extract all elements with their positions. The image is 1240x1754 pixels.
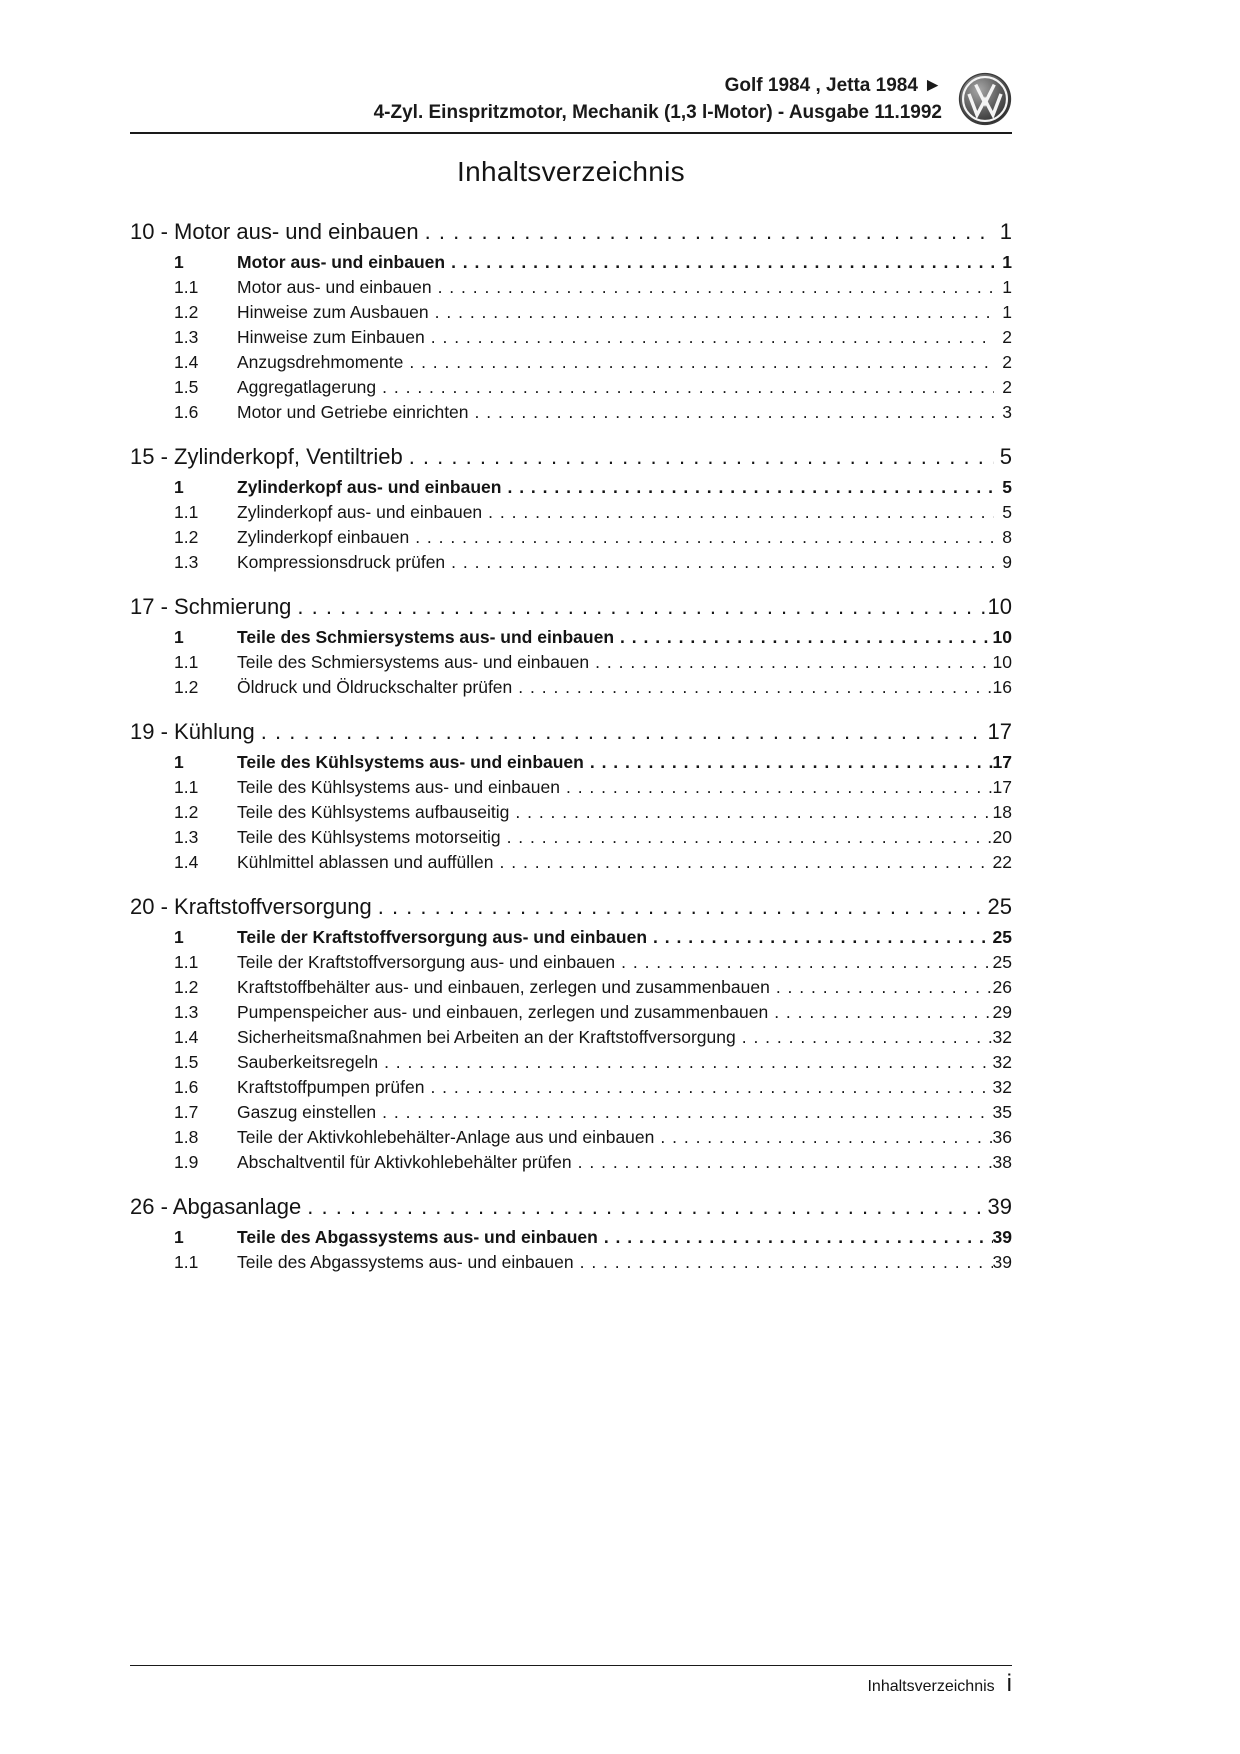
section-title: Pumpenspeicher aus- und einbauen, zerlegen und zusammenbauen bbox=[237, 1002, 769, 1022]
toc-section-row bbox=[130, 525, 1012, 550]
dot-leader bbox=[647, 925, 993, 950]
chapter-page-number: 25 bbox=[987, 894, 1012, 919]
toc-section-row bbox=[130, 375, 1012, 400]
section-title: Teile der Kraftstoffversorgung aus- und einbauen bbox=[237, 927, 648, 947]
dot-leader bbox=[445, 250, 994, 275]
section-page-number: 16 bbox=[992, 677, 1012, 697]
section-number: 1.3 bbox=[174, 327, 199, 347]
toc-section-row bbox=[130, 475, 1012, 500]
header-model-line: Golf 1984 , Jetta 1984 ► bbox=[724, 75, 942, 96]
section-title: Teile des Schmiersystems aus- und einbauen bbox=[237, 627, 615, 647]
chapter-heading-row bbox=[130, 593, 1012, 621]
toc-section-row bbox=[130, 675, 1012, 700]
dot-leader bbox=[255, 718, 988, 746]
dot-leader bbox=[429, 300, 994, 325]
toc-section-row bbox=[130, 1050, 1012, 1075]
section-page-number: 9 bbox=[1002, 552, 1012, 572]
section-page-number: 10 bbox=[992, 652, 1012, 672]
toc-section-row bbox=[130, 1075, 1012, 1100]
section-page-number: 8 bbox=[1002, 527, 1012, 547]
chapter-title: 20 - Kraftstoffversorgung bbox=[130, 894, 372, 919]
section-number: 1.2 bbox=[174, 802, 199, 822]
toc-section-row bbox=[130, 550, 1012, 575]
dot-leader bbox=[378, 1050, 992, 1075]
dot-leader bbox=[403, 350, 994, 375]
dot-leader bbox=[512, 675, 992, 700]
chapter-heading-row bbox=[130, 218, 1012, 246]
section-number: 1.4 bbox=[174, 1027, 199, 1047]
section-page-number: 36 bbox=[992, 1127, 1012, 1147]
section-title: Abschaltventil für Aktivkohlebehälter prüfen bbox=[237, 1152, 572, 1172]
chapter-heading-row bbox=[130, 443, 1012, 471]
page-footer bbox=[130, 1665, 1012, 1696]
section-page-number: 1 bbox=[1002, 252, 1012, 272]
section-page-number: 17 bbox=[992, 777, 1012, 797]
section-title: Teile des Kühlsystems aus- und einbauen bbox=[237, 777, 560, 797]
toc-section-row bbox=[130, 750, 1012, 775]
section-page-number: 2 bbox=[1002, 352, 1012, 372]
toc-section-row bbox=[130, 275, 1012, 300]
dot-leader bbox=[432, 275, 994, 300]
chapter-title: 26 - Abgasanlage bbox=[130, 1194, 302, 1219]
section-number: 1.2 bbox=[174, 977, 199, 997]
dot-leader bbox=[501, 825, 993, 850]
chapter-title: 10 - Motor aus- und einbauen bbox=[130, 219, 419, 244]
footer-page-number: i bbox=[1006, 1670, 1012, 1697]
chapter-heading-row bbox=[130, 893, 1012, 921]
section-number: 1.2 bbox=[174, 302, 199, 322]
section-page-number: 1 bbox=[1002, 302, 1012, 322]
page-content bbox=[130, 0, 1012, 1293]
section-number: 1.6 bbox=[174, 402, 199, 422]
toc-section-row bbox=[130, 650, 1012, 675]
section-number: 1.2 bbox=[174, 677, 199, 697]
dot-leader bbox=[584, 750, 993, 775]
dot-leader bbox=[654, 1125, 992, 1150]
toc-section-row bbox=[130, 1100, 1012, 1125]
dot-leader bbox=[376, 375, 994, 400]
footer-rule bbox=[130, 1665, 1012, 1666]
section-page-number: 22 bbox=[992, 852, 1012, 872]
toc-chapter bbox=[130, 893, 1012, 1175]
section-number: 1 bbox=[174, 477, 184, 497]
dot-leader bbox=[589, 650, 992, 675]
section-number: 1.1 bbox=[174, 277, 199, 297]
dot-leader bbox=[482, 500, 994, 525]
header-text bbox=[374, 72, 942, 126]
toc-section-row bbox=[130, 1225, 1012, 1250]
toc-section-row bbox=[130, 925, 1012, 950]
dot-leader bbox=[403, 443, 994, 471]
dot-leader bbox=[560, 775, 993, 800]
toc-section-row bbox=[130, 800, 1012, 825]
section-number: 1.4 bbox=[174, 352, 199, 372]
section-title: Motor aus- und einbauen bbox=[237, 277, 432, 297]
section-page-number: 2 bbox=[1002, 377, 1012, 397]
toc-section-row bbox=[130, 975, 1012, 1000]
dot-leader bbox=[291, 593, 987, 621]
toc-section-row bbox=[130, 250, 1012, 275]
dot-leader bbox=[509, 800, 992, 825]
toc-chapter bbox=[130, 443, 1012, 575]
dot-leader bbox=[494, 850, 993, 875]
dot-leader bbox=[736, 1025, 993, 1050]
toc-section-row bbox=[130, 300, 1012, 325]
section-title: Hinweise zum Einbauen bbox=[237, 327, 425, 347]
section-page-number: 2 bbox=[1002, 327, 1012, 347]
section-number: 1.9 bbox=[174, 1152, 199, 1172]
section-title: Teile des Abgassystems aus- und einbauen bbox=[237, 1227, 598, 1247]
section-number: 1.3 bbox=[174, 552, 199, 572]
toc-section-row bbox=[130, 1150, 1012, 1175]
dot-leader bbox=[770, 975, 993, 1000]
section-page-number: 25 bbox=[992, 952, 1012, 972]
dot-leader bbox=[425, 325, 994, 350]
section-number: 1.1 bbox=[174, 502, 199, 522]
section-page-number: 32 bbox=[992, 1052, 1012, 1072]
toc-chapter bbox=[130, 593, 1012, 700]
dot-leader bbox=[376, 1100, 992, 1125]
section-number: 1.7 bbox=[174, 1102, 199, 1122]
section-page-number: 1 bbox=[1002, 277, 1012, 297]
header-subtitle-line: 4-Zyl. Einspritzmotor, Mechanik (1,3 l-Motor) - Ausgabe 11.1992 bbox=[373, 102, 942, 123]
section-title: Motor aus- und einbauen bbox=[237, 252, 446, 272]
section-title: Teile der Aktivkohlebehälter-Anlage aus und einbauen bbox=[237, 1127, 655, 1147]
dot-leader bbox=[572, 1150, 993, 1175]
chapter-title: 15 - Zylinderkopf, Ventiltrieb bbox=[130, 444, 403, 469]
chapter-page-number: 5 bbox=[999, 444, 1012, 469]
section-page-number: 3 bbox=[1002, 402, 1012, 422]
section-page-number: 29 bbox=[992, 1002, 1012, 1022]
dot-leader bbox=[615, 950, 992, 975]
section-page-number: 25 bbox=[992, 927, 1012, 947]
footer-section-label: Inhaltsverzeichnis bbox=[867, 1678, 995, 1695]
chapter-page-number: 17 bbox=[987, 719, 1012, 744]
section-title: Zylinderkopf aus- und einbauen bbox=[237, 477, 502, 497]
section-number: 1.5 bbox=[174, 377, 199, 397]
dot-leader bbox=[419, 218, 994, 246]
section-number: 1.1 bbox=[174, 777, 199, 797]
section-title: Öldruck und Öldruckschalter prüfen bbox=[237, 677, 513, 697]
chapter-page-number: 10 bbox=[987, 594, 1012, 619]
section-number: 1.6 bbox=[174, 1077, 199, 1097]
dot-leader bbox=[469, 400, 994, 425]
section-page-number: 39 bbox=[992, 1252, 1012, 1272]
section-title: Teile der Kraftstoffversorgung aus- und einbauen bbox=[237, 952, 616, 972]
section-number: 1 bbox=[174, 627, 184, 647]
section-title: Kraftstoffbehälter aus- und einbauen, zerlegen und zusammenbauen bbox=[237, 977, 770, 997]
toc-section-row bbox=[130, 825, 1012, 850]
dot-leader bbox=[768, 1000, 992, 1025]
table-of-contents bbox=[130, 218, 1012, 1275]
section-title: Teile des Abgassystems aus- und einbauen bbox=[237, 1252, 574, 1272]
section-number: 1.4 bbox=[174, 852, 199, 872]
dot-leader bbox=[445, 550, 994, 575]
dot-leader bbox=[598, 1225, 993, 1250]
section-title: Kompressionsdruck prüfen bbox=[237, 552, 446, 572]
section-number: 1.1 bbox=[174, 1252, 199, 1272]
footer-row bbox=[130, 1672, 1012, 1696]
toc-chapter bbox=[130, 1193, 1012, 1275]
chapter-page-number: 1 bbox=[999, 219, 1012, 244]
toc-section-row bbox=[130, 625, 1012, 650]
section-page-number: 18 bbox=[992, 802, 1012, 822]
dot-leader bbox=[372, 893, 988, 921]
section-number: 1 bbox=[174, 927, 184, 947]
toc-section-row bbox=[130, 325, 1012, 350]
chapter-title: 19 - Kühlung bbox=[130, 719, 255, 744]
section-title: Teile des Kühlsystems motorseitig bbox=[237, 827, 501, 847]
page-title: Inhaltsverzeichnis bbox=[457, 156, 685, 187]
dot-leader bbox=[574, 1250, 993, 1275]
section-page-number: 26 bbox=[992, 977, 1012, 997]
section-page-number: 39 bbox=[992, 1227, 1012, 1247]
section-page-number: 20 bbox=[992, 827, 1012, 847]
toc-section-row bbox=[130, 775, 1012, 800]
dot-leader bbox=[614, 625, 993, 650]
section-page-number: 32 bbox=[992, 1027, 1012, 1047]
section-title: Hinweise zum Ausbauen bbox=[237, 302, 429, 322]
chapter-heading-row bbox=[130, 1193, 1012, 1221]
section-title: Gaszug einstellen bbox=[237, 1102, 377, 1122]
section-title: Kühlmittel ablassen und auffüllen bbox=[237, 852, 494, 872]
section-number: 1.3 bbox=[174, 1002, 199, 1022]
toc-section-row bbox=[130, 350, 1012, 375]
section-number: 1.2 bbox=[174, 527, 199, 547]
chapter-heading-row bbox=[130, 718, 1012, 746]
section-title: Motor und Getriebe einrichten bbox=[237, 402, 469, 422]
toc-section-row bbox=[130, 850, 1012, 875]
toc-chapter bbox=[130, 218, 1012, 425]
section-title: Kraftstoffpumpen prüfen bbox=[237, 1077, 425, 1097]
section-title: Teile des Kühlsystems aufbauseitig bbox=[237, 802, 510, 822]
toc-section-row bbox=[130, 1250, 1012, 1275]
page-header bbox=[130, 0, 1012, 126]
header-rule bbox=[130, 132, 1012, 134]
toc-section-row bbox=[130, 1125, 1012, 1150]
section-page-number: 5 bbox=[1002, 502, 1012, 522]
section-page-number: 10 bbox=[992, 627, 1012, 647]
section-title: Teile des Kühlsystems aus- und einbauen bbox=[237, 752, 584, 772]
section-number: 1 bbox=[174, 752, 184, 772]
section-number: 1 bbox=[174, 252, 184, 272]
section-number: 1.5 bbox=[174, 1052, 199, 1072]
section-title: Sicherheitsmaßnahmen bei Arbeiten an der Kraftstoffversorgung bbox=[237, 1027, 736, 1047]
toc-section-row bbox=[130, 400, 1012, 425]
toc-section-row bbox=[130, 950, 1012, 975]
toc-section-row bbox=[130, 500, 1012, 525]
toc-section-row bbox=[130, 1025, 1012, 1050]
toc-section-row bbox=[130, 1000, 1012, 1025]
section-page-number: 35 bbox=[992, 1102, 1012, 1122]
dot-leader bbox=[301, 1193, 987, 1221]
vw-logo-icon bbox=[958, 72, 1012, 126]
section-page-number: 17 bbox=[992, 752, 1012, 772]
section-title: Teile des Schmiersystems aus- und einbauen bbox=[237, 652, 590, 672]
chapter-page-number: 39 bbox=[987, 1194, 1012, 1219]
section-title: Anzugsdrehmomente bbox=[237, 352, 404, 372]
dot-leader bbox=[409, 525, 994, 550]
section-number: 1.1 bbox=[174, 952, 199, 972]
toc-chapter bbox=[130, 718, 1012, 875]
section-title: Sauberkeitsregeln bbox=[237, 1052, 379, 1072]
section-title: Zylinderkopf einbauen bbox=[237, 527, 410, 547]
chapter-title: 17 - Schmierung bbox=[130, 594, 292, 619]
section-page-number: 5 bbox=[1002, 477, 1012, 497]
section-page-number: 38 bbox=[992, 1152, 1012, 1172]
section-number: 1.8 bbox=[174, 1127, 199, 1147]
section-number: 1.1 bbox=[174, 652, 199, 672]
section-number: 1 bbox=[174, 1227, 184, 1247]
dot-leader bbox=[501, 475, 994, 500]
section-title: Aggregatlagerung bbox=[237, 377, 377, 397]
section-page-number: 32 bbox=[992, 1077, 1012, 1097]
section-number: 1.3 bbox=[174, 827, 199, 847]
dot-leader bbox=[424, 1075, 992, 1100]
section-title: Zylinderkopf aus- und einbauen bbox=[237, 502, 483, 522]
